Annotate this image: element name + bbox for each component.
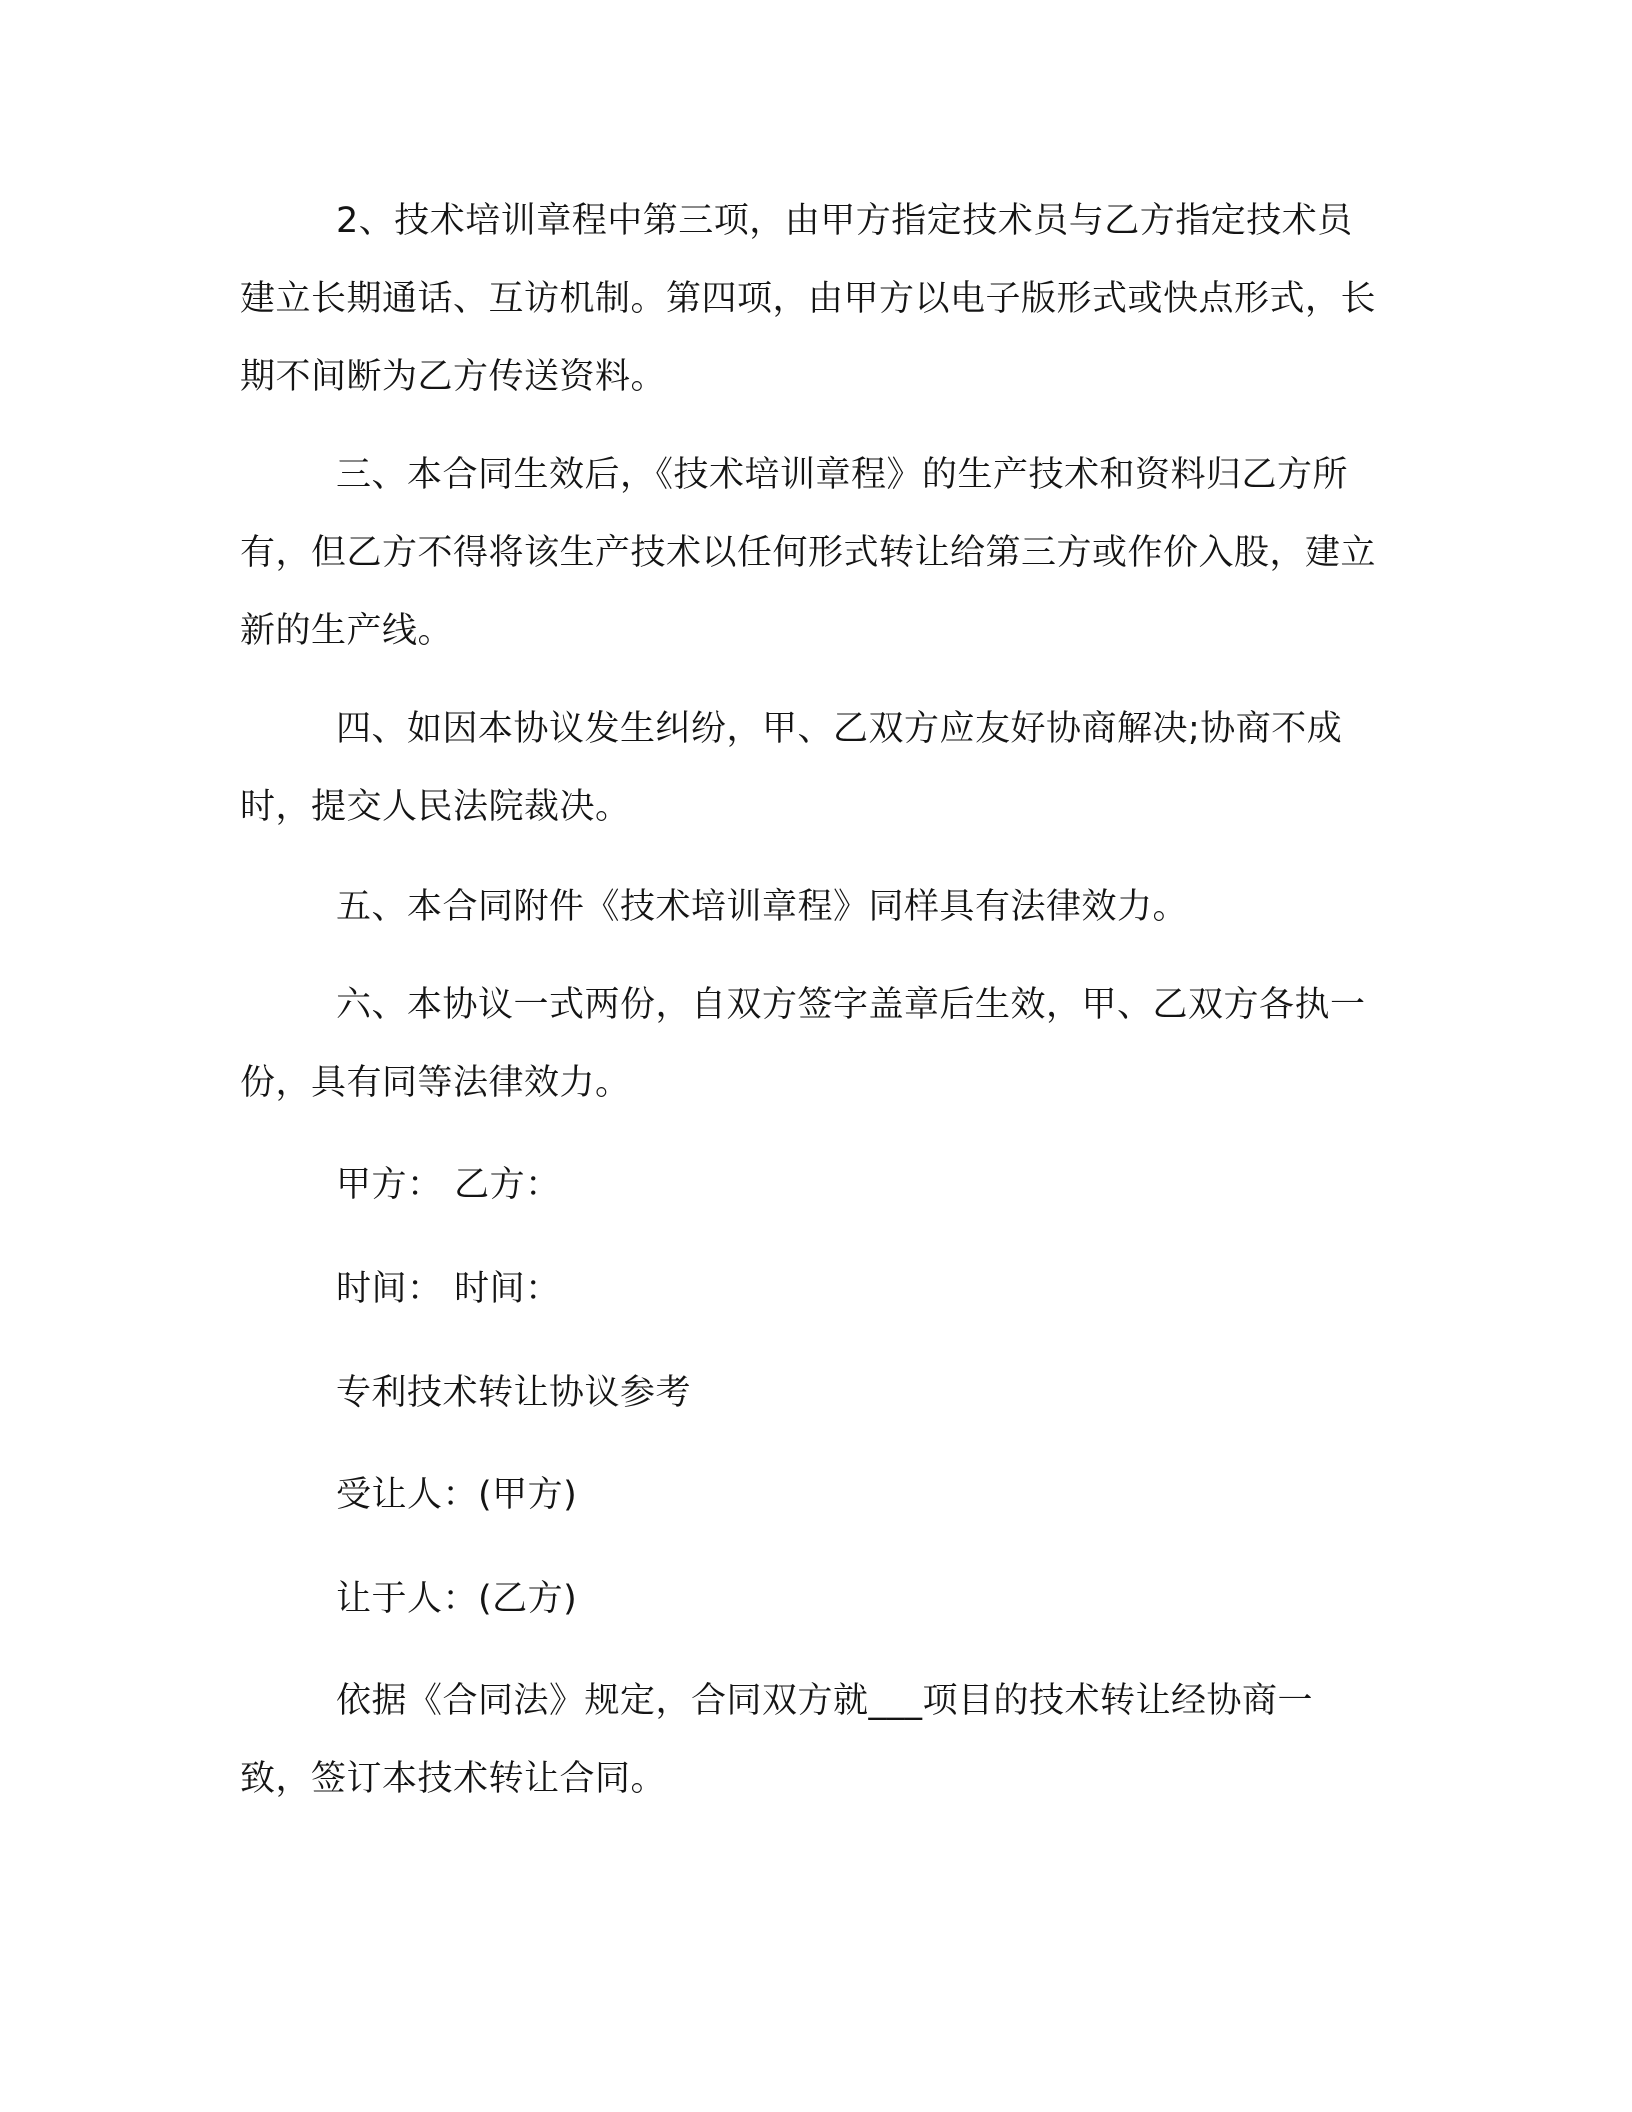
paragraph-clause-3: 三、本合同生效后，《技术培训章程》的生产技术和资料归乙方所有，但乙方不得将该生产技术以任何形式转让给第三方或作价入股，建立新的生产线。 <box>240 455 1377 651</box>
intro-paragraph: 依据《合同法》规定，合同双方就___项目的技术转让经协商一致，签订本技术转让合同。 <box>240 1681 1314 1799</box>
signature-parties-line: 甲方： 乙方： <box>336 1165 561 1205</box>
paragraph-clause-5: 五、本合同附件《技术培训章程》同样具有法律效力。 <box>336 887 1189 927</box>
signature-times-line: 时间： 时间： <box>336 1269 561 1309</box>
paragraph-clause-6: 六、本协议一式两份，自双方签字盖章后生效，甲、乙双方各执一份，具有同等法律效力。 <box>240 985 1366 1103</box>
assignor-line: 让于人：(乙方) <box>336 1579 578 1619</box>
agreement-title: 专利技术转让协议参考 <box>336 1373 692 1413</box>
paragraph-clause-2: 2、技术培训章程中第三项，由甲方指定技术员与乙方指定技术员建立长期通话、互访机制。第四项，由甲方以电子版形式或快点形式，长期不间断为乙方传送资料。 <box>240 201 1377 397</box>
assignee-line: 受让人：(甲方) <box>336 1475 578 1515</box>
paragraph-clause-4: 四、如因本协议发生纠纷，甲、乙双方应友好协商解决;协商不成时，提交人民法院裁决。 <box>240 709 1343 827</box>
